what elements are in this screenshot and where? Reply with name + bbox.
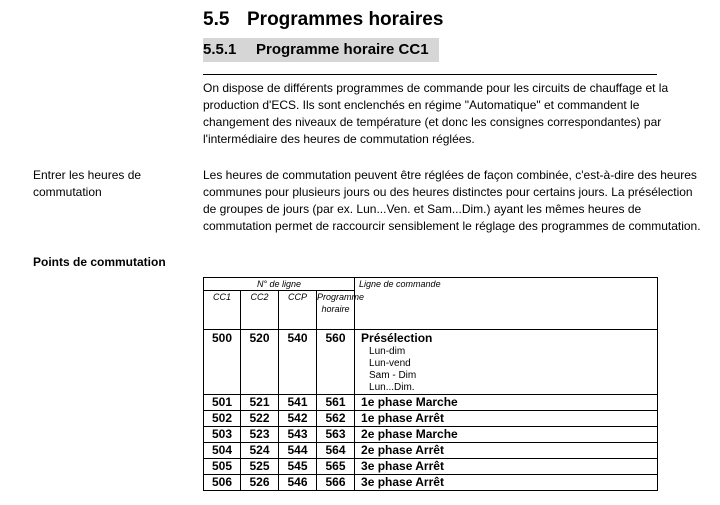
table-row-preselection bbox=[204, 330, 658, 395]
cell-value: 521 bbox=[241, 395, 279, 411]
intro-paragraph: On dispose de différents programmes de commande pour les circuits de chauffage et la production d'ECS. Ils sont enclenchés en régime "Automatique" et commandent le changement des niveaux de température (et donc les consignes correspondantes) par l'intermédiaire des heures de commutation réglées. bbox=[203, 81, 669, 146]
preselection-option: Lun-vend bbox=[369, 358, 411, 369]
table-row bbox=[204, 475, 658, 491]
cell-value: 500 bbox=[204, 330, 241, 395]
section-heading bbox=[203, 8, 683, 32]
cell-value: 565 bbox=[317, 459, 355, 475]
cell-value: 506 bbox=[204, 475, 241, 491]
cell-value: 542 bbox=[279, 411, 317, 427]
cell-value: 546 bbox=[279, 475, 317, 491]
table-row bbox=[204, 395, 658, 411]
command-label: 3e phase Arrêt bbox=[355, 475, 658, 491]
cell-value: 566 bbox=[317, 475, 355, 491]
cell-value: 502 bbox=[204, 411, 241, 427]
table-row bbox=[204, 427, 658, 443]
cell-value: 562 bbox=[317, 411, 355, 427]
line-number-header: N° de ligne bbox=[204, 278, 355, 291]
col-cc1: CC1 bbox=[204, 291, 241, 330]
col-cc2: CC2 bbox=[241, 291, 279, 330]
table-row bbox=[204, 443, 658, 459]
command-label: 2e phase Marche bbox=[355, 427, 658, 443]
cell-value: 564 bbox=[317, 443, 355, 459]
cell-value: 523 bbox=[241, 427, 279, 443]
cell-value: 520 bbox=[241, 330, 279, 395]
schedule-table bbox=[203, 277, 658, 491]
body-paragraph: Les heures de commutation peuvent être réglées de façon combinée, c'est-à-dire des heures communes pour plusieurs jours ou des heures distinctes pour certains jours. La présélection de groupes de jours (par ex. Lun...Ven. et Sam...Dim.) ayant les mêmes heures de commutation permet de raccourcir sensiblement le réglage des programmes de commutation. bbox=[203, 168, 701, 233]
sidebar-switch-points: Points de commutation bbox=[33, 255, 166, 269]
cell-value: 501 bbox=[204, 395, 241, 411]
section-title: Programmes horaires bbox=[247, 9, 444, 30]
cell-value: 522 bbox=[241, 411, 279, 427]
command-label: 1e phase Arrêt bbox=[355, 411, 658, 427]
preselection-option: Sam - Dim bbox=[369, 370, 417, 381]
cell-value: 544 bbox=[279, 443, 317, 459]
cell-value: 504 bbox=[204, 443, 241, 459]
cell-value: 541 bbox=[279, 395, 317, 411]
section-number: 5.5 bbox=[203, 9, 230, 30]
preselection-option: Lun...Dim. bbox=[369, 382, 415, 393]
command-header-blank bbox=[355, 291, 658, 330]
preselection-cell bbox=[355, 330, 658, 395]
command-label: 2e phase Arrêt bbox=[355, 443, 658, 459]
cell-value: 525 bbox=[241, 459, 279, 475]
subsection-title: Programme horaire CC1 bbox=[256, 41, 429, 58]
cell-value: 503 bbox=[204, 427, 241, 443]
subsection-number: 5.5.1 bbox=[203, 41, 237, 58]
cell-value: 561 bbox=[317, 395, 355, 411]
cell-value: 563 bbox=[317, 427, 355, 443]
col-ccp: CCP bbox=[279, 291, 317, 330]
cell-value: 540 bbox=[279, 330, 317, 395]
command-header: Ligne de commande bbox=[355, 278, 658, 291]
cell-value: 543 bbox=[279, 427, 317, 443]
preselection-title: Présélection bbox=[361, 331, 433, 345]
table-header-row bbox=[204, 278, 658, 291]
subsection-heading bbox=[203, 38, 439, 62]
table-subheader-row bbox=[204, 291, 658, 330]
command-label: 3e phase Arrêt bbox=[355, 459, 658, 475]
table-row bbox=[204, 411, 658, 427]
sidebar-enter-hours: Entrer les heures de commutation bbox=[33, 168, 142, 199]
col-programme-horaire: Programme horaire bbox=[317, 291, 355, 330]
cell-value: 545 bbox=[279, 459, 317, 475]
cell-value: 560 bbox=[317, 330, 355, 395]
cell-value: 526 bbox=[241, 475, 279, 491]
preselection-option: Lun-dim bbox=[369, 346, 406, 357]
command-label: 1e phase Marche bbox=[355, 395, 658, 411]
cell-value: 524 bbox=[241, 443, 279, 459]
table-row bbox=[204, 459, 658, 475]
cell-value: 505 bbox=[204, 459, 241, 475]
divider bbox=[203, 74, 657, 75]
